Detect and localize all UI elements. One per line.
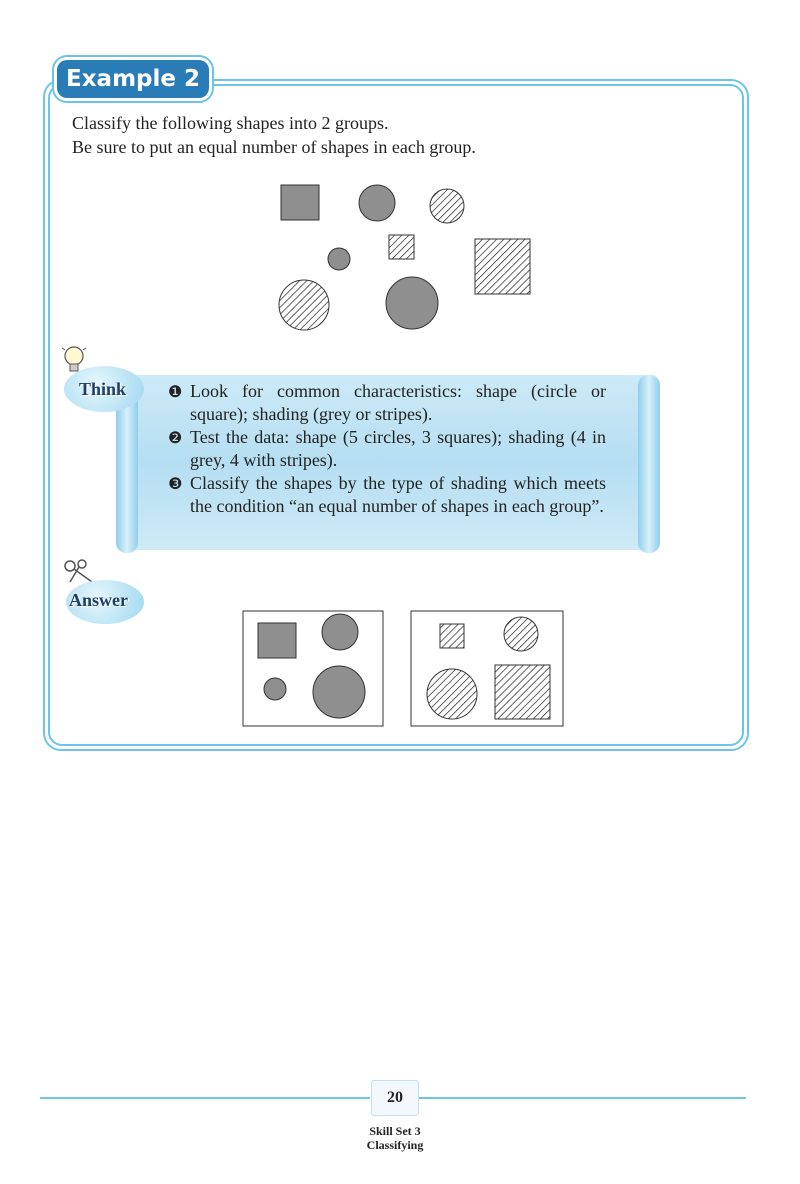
- grey-circle-1: [359, 185, 395, 221]
- footer-caption: [300, 1124, 490, 1152]
- step-number-3: ❸: [168, 474, 183, 493]
- think-step-3: [168, 472, 606, 518]
- scroll-roll-right: [638, 375, 660, 553]
- think-label: Think: [79, 379, 127, 399]
- footer-rule-right: [418, 1097, 746, 1099]
- step-text-1: Look for common characteristics: shape (circle or square); shading (grey or stripes).: [190, 381, 606, 424]
- answer-label: Answer: [69, 590, 128, 610]
- striped-square-1: [389, 235, 414, 259]
- answer-striped-square-1: [440, 624, 464, 648]
- question-line-2: Be sure to put an equal number of shapes in each group.: [72, 137, 476, 157]
- footer-topic: Classifying: [366, 1138, 424, 1152]
- page-number: 20: [371, 1080, 419, 1116]
- grey-circle-3: [386, 277, 438, 329]
- striped-square-2: [475, 239, 530, 294]
- think-steps: [168, 380, 606, 518]
- answer-grey-circle-1: [322, 614, 358, 650]
- think-step-2: [168, 426, 606, 472]
- grey-square-1: [281, 185, 319, 220]
- answer-grey-square: [258, 623, 296, 658]
- answer-striped-square-2: [495, 665, 550, 719]
- step-text-3: Classify the shapes by the type of shading which meets the condition “an equal number of shapes in each group”.: [190, 473, 606, 516]
- footer-rule-left: [40, 1097, 370, 1099]
- step-number-1: ❶: [168, 382, 183, 401]
- grey-circle-2: [328, 248, 350, 270]
- think-step-1: [168, 380, 606, 426]
- answer-striped-circle-1: [504, 617, 538, 651]
- footer-skill-set: Skill Set 3: [369, 1124, 421, 1138]
- example-title: Example 2: [57, 60, 209, 98]
- answer-striped-circle-2: [427, 669, 477, 719]
- answer-grey-circle-2: [264, 678, 286, 700]
- striped-circle-2: [279, 280, 329, 330]
- step-number-2: ❷: [168, 428, 183, 447]
- striped-circle-1: [430, 189, 464, 223]
- step-text-2: Test the data: shape (5 circles, 3 squares); shading (4 in grey, 4 with stripes).: [190, 427, 606, 470]
- answer-grey-circle-3: [313, 666, 365, 718]
- question-line-1: Classify the following shapes into 2 groups.: [72, 113, 389, 133]
